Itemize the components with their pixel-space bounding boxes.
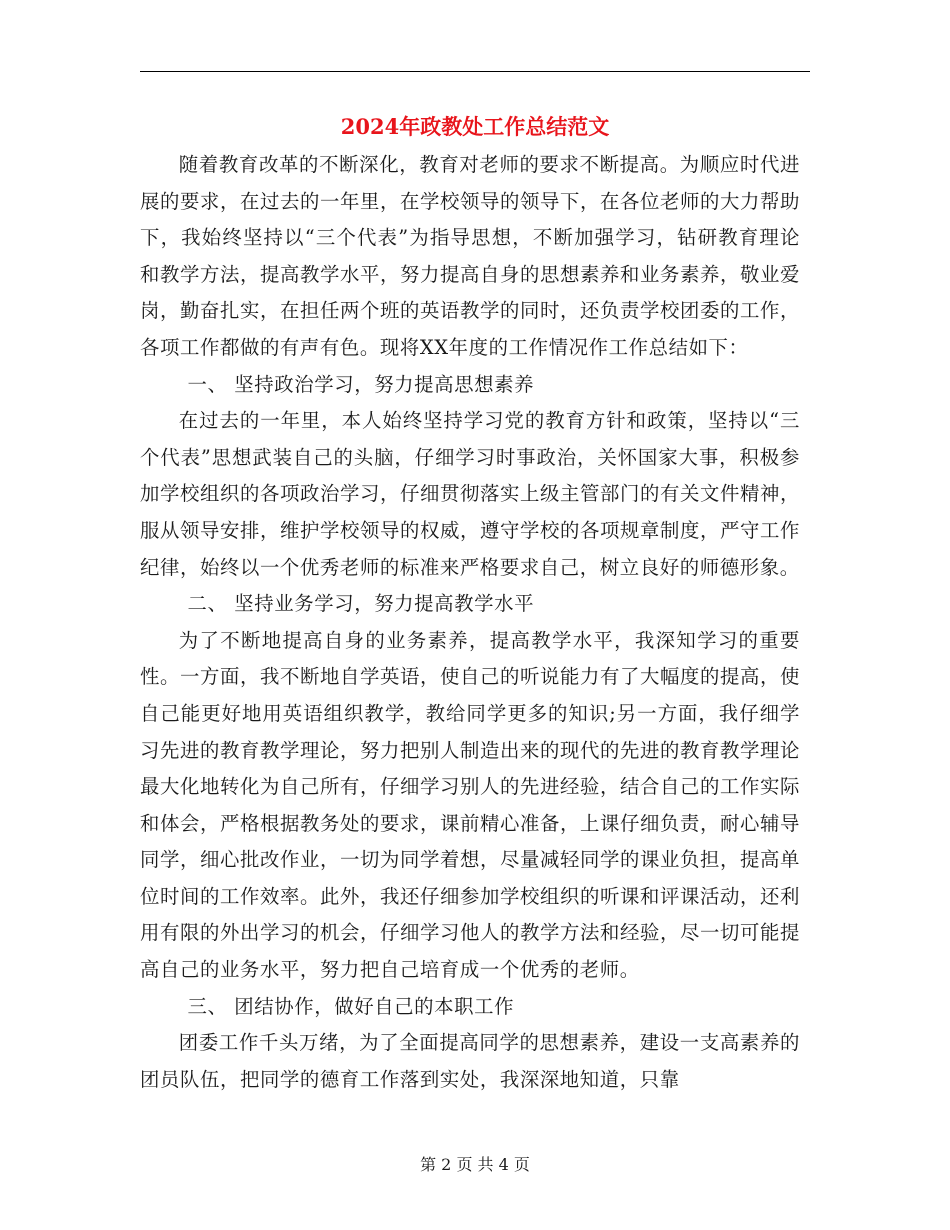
section-3-paragraph: 团委工作千头万绪，为了全面提高同学的思想素养，建设一支高素养的团员队伍，把同学的德育工作落到实处，我深深地知道，只靠 (140, 1031, 800, 1091)
page-number-footer: 第 2 页 共 4 页 (420, 1155, 530, 1174)
section-heading-1: 一、 坚持政治学习，努力提高思想素养 (187, 372, 535, 396)
intro-paragraph: 随着教育改革的不断深化，教育对老师的要求不断提高。为顺应时代进展的要求，在过去的一年里，在学校领导的领导下，在各位老师的大力帮助下，我始终坚持以“三个代表”为指导思想，不断加强学习，钻研教育理论和教学方法，提高教学水平，努力提高自身的思想素养和业务素养，敬业爱岗，勤奋扎实，在担任两个班的英语教学的同时，还负责学校团委的工作，各项工作都做的有声有色。现将XX年度的工作情况作工作总结如下： (140, 153, 800, 359)
document-title: 2024年政教处工作总结范文 (340, 114, 610, 139)
section-heading-2: 二、 坚持业务学习，努力提高教学水平 (187, 592, 535, 616)
section-1-paragraph: 在过去的一年里，本人始终坚持学习党的教育方针和政策，坚持以“三个代表”思想武装自己的头脑，仔细学习时事政治，关怀国家大事，积极参加学校组织的各项政治学习，仔细贯彻落实上级主管部门的有关文件精神，服从领导安排，维护学校领导的权威，遵守学校的各项规章制度，严守工作纪律，始终以一个优秀老师的标准来严格要求自己，树立良好的师德形象。 (140, 409, 800, 579)
document-body (140, 147, 800, 1098)
header-rule (140, 71, 810, 72)
section-heading-3: 三、 团结协作，做好自己的本职工作 (187, 994, 515, 1018)
section-2-paragraph: 为了不断地提高自身的业务素养，提高教学水平，我深知学习的重要性。一方面，我不断地自学英语，使自己的听说能力有了大幅度的提高，使自己能更好地用英语组织教学，教给同学更多的知识;另一方面，我仔细学习先进的教育教学理论，努力把别人制造出来的现代的先进的教育教学理论最大化地转化为自己所有，仔细学习别人的先进经验，结合自己的工作实际和体会，严格根据教务处的要求，课前精心准备，上课仔细负责，耐心辅导同学，细心批改作业，一切为同学着想，尽量减轻同学的课业负担，提高单位时间的工作效率。此外，我还仔细参加学校组织的听课和评课活动，还利用有限的外出学习的机会，仔细学习他人的教学方法和经验，尽一切可能提高自己的业务水平，努力把自己培育成一个优秀的老师。 (140, 628, 800, 982)
